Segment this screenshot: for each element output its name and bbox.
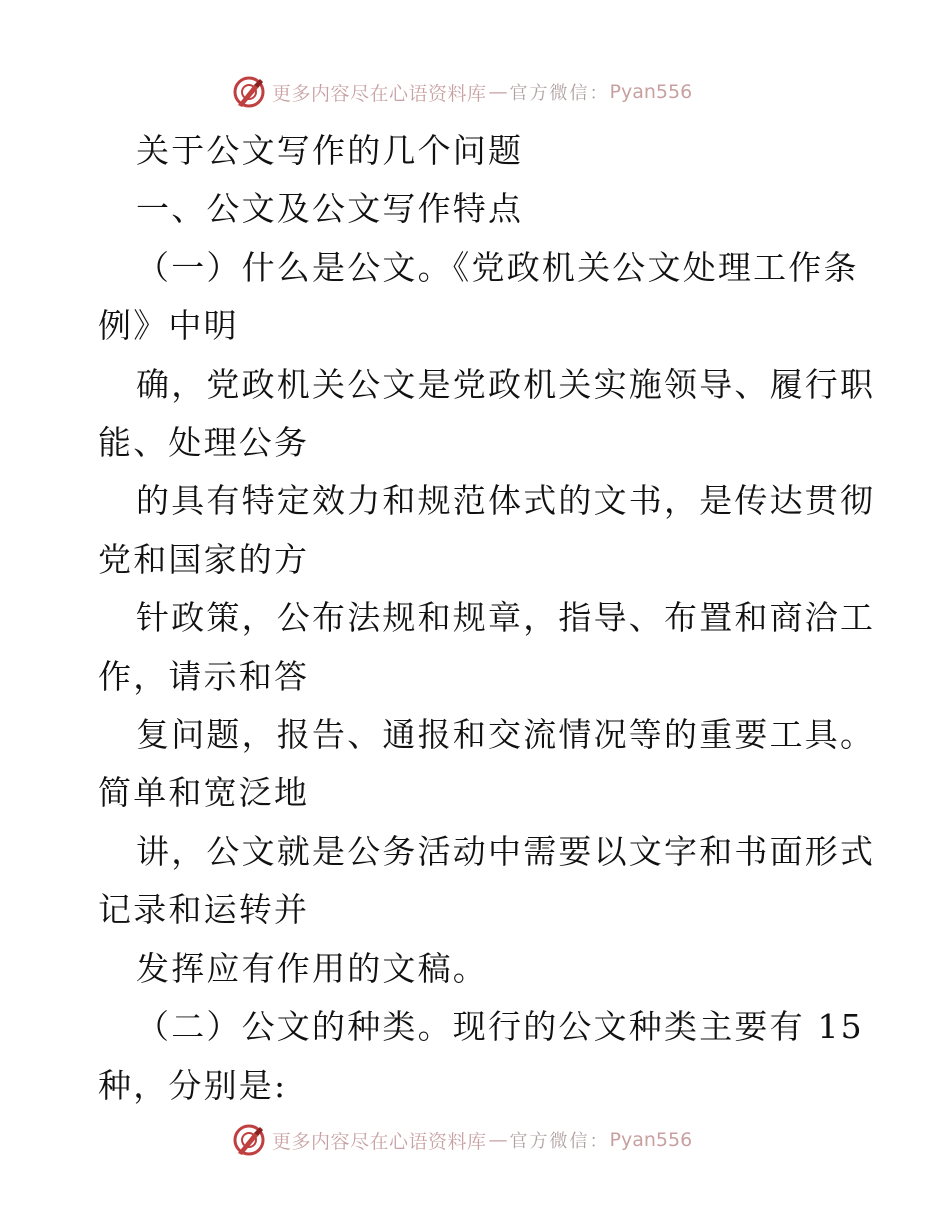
watermark-text: 更多内容尽在心语资料库 <box>272 82 487 105</box>
line-body: 复问题，报告、通报和交流情况等的重要工具。 <box>136 715 876 755</box>
watermark-wechat-id: Pyan556 <box>609 1129 693 1151</box>
line-body: 确，党政机关公文是党政机关实施领导、履行职 <box>136 364 876 404</box>
line-continuation: 例》中明 <box>98 306 239 346</box>
watermark-separator: — <box>488 1129 508 1151</box>
line-body: 讲，公文就是公务活动中需要以文字和书面形式 <box>136 831 876 871</box>
line-section-heading: 一、公文及公文写作特点 <box>136 189 524 229</box>
footer-watermark <box>232 1120 692 1160</box>
line-body: 的具有特定效力和规范体式的文书，是传达贯彻 <box>136 481 876 521</box>
line-continuation: 简单和宽泛地 <box>98 773 310 813</box>
line-body: 针政策，公布法规和规章，指导、布置和商洽工 <box>136 598 876 638</box>
pen-logo-icon <box>232 1123 266 1157</box>
watermark-separator: — <box>488 81 508 103</box>
line-continuation: 记录和运转并 <box>98 890 310 930</box>
line-continuation: 种，分别是: <box>98 1065 288 1105</box>
watermark-wechat-id: Pyan556 <box>609 81 693 103</box>
line-continuation: 党和国家的方 <box>98 539 310 579</box>
document-text <box>98 122 876 1115</box>
line-body: 发挥应有作用的文稿。 <box>136 948 488 988</box>
header-watermark <box>232 72 692 112</box>
watermark-label: 官方微信： <box>509 1131 610 1152</box>
line-subsection-2: （二）公文的种类。现行的公文种类主要有 15 <box>136 1007 864 1047</box>
line-continuation: 作，请示和答 <box>98 656 310 696</box>
document-body <box>98 122 876 1115</box>
line-subsection-1: （一）什么是公文。《党政机关公文处理工作条 <box>136 247 859 287</box>
line-title: 关于公文写作的几个问题 <box>136 131 524 170</box>
watermark-label: 官方微信： <box>509 83 610 104</box>
watermark-text: 更多内容尽在心语资料库 <box>272 1130 487 1153</box>
pen-logo-icon <box>232 75 266 109</box>
line-continuation: 能、处理公务 <box>98 423 310 463</box>
